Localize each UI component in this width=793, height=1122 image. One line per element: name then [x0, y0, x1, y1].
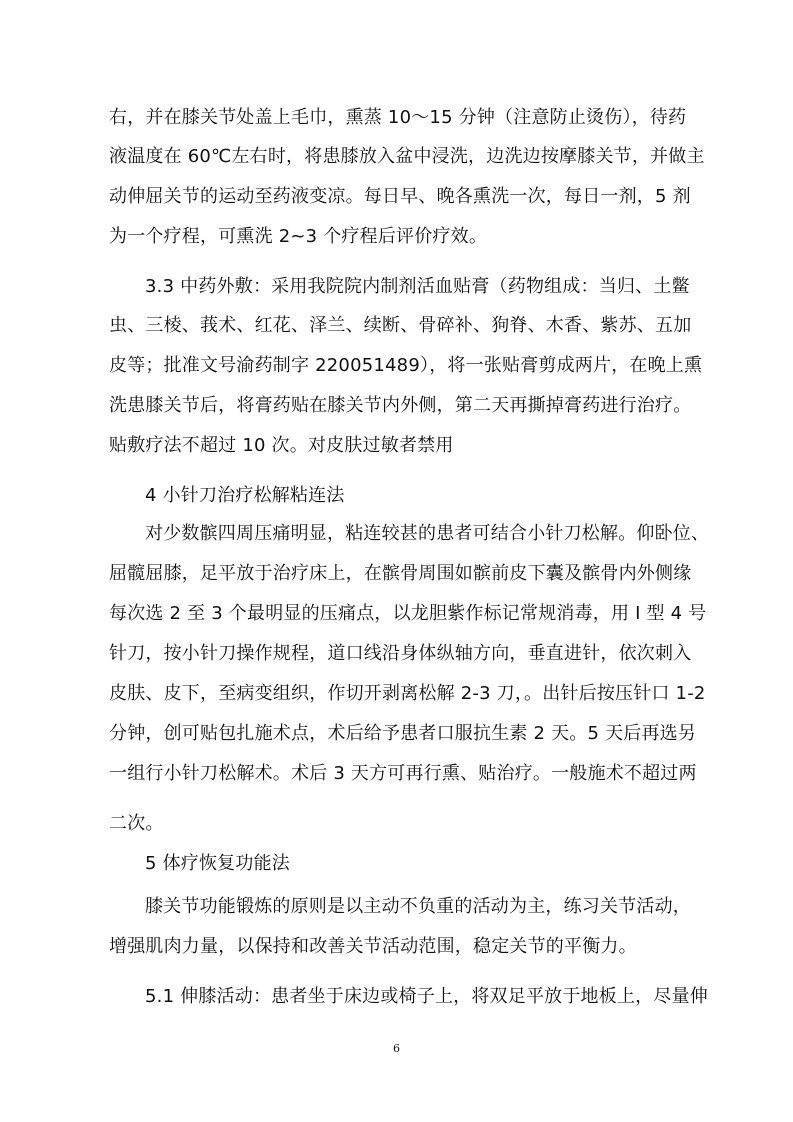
text-line: 右，并在膝关节处盖上毛巾，熏蒸 10～15 分钟（注意防止烫伤），待药 — [109, 107, 687, 128]
text-line: 分钟，创可贴包扎施术点，术后给予患者口服抗生素 2 天。5 天后再选另 — [109, 723, 697, 744]
text-line: 针刀，按小针刀操作规程，道口线沿身体纵轴方向，垂直进针，依次刺入 — [109, 643, 692, 664]
text-line: 液温度在 60℃左右时，将患膝放入盆中浸洗，边洗边按摩膝关节，并做主 — [109, 146, 705, 167]
text-line: 皮肤、皮下，至病变组织，作切开剥离松解 2-3 刀，。出针后按压针口 1-2 — [109, 683, 706, 704]
text-line: 增强肌肉力量，以保持和改善关节活动范围，稳定关节的平衡力。 — [109, 936, 637, 957]
text-line: 皮等；批准文号渝药制字 220051489），将一张贴膏剪成两片，在晚上熏 — [109, 355, 703, 376]
section-heading-5-1: 5.1 伸膝活动：患者坐于床边或椅子上，将双足平放于地板上，尽量伸 — [145, 986, 708, 1007]
text-line: 动伸屈关节的运动至药液变凉。每日早、晚各熏洗一次，每日一剂，5 剂 — [109, 186, 691, 207]
text-line: 屈髋屈膝，足平放于治疗床上，在髌骨周围如髌前皮下囊及髌骨内外侧缘 — [109, 563, 692, 584]
section-heading-5: 5 体疗恢复功能法 — [145, 853, 290, 874]
text-line: 膝关节功能锻炼的原则是以主动不负重的活动为主，练习关节活动， — [145, 896, 691, 917]
text-line: 一组行小针刀松解术。术后 3 天方可再行熏、贴治疗。一般施术不超过两 — [109, 763, 697, 784]
text-line: 洗患膝关节后，将膏药贴在膝关节内外侧，第二天再撕掉膏药进行治疗。 — [109, 395, 692, 416]
section-heading-3-3: 3.3 中药外敷：采用我院院内制剂活血贴膏（药物组成：当归、土鳖 — [145, 276, 690, 297]
text-line: 二次。 — [109, 813, 164, 834]
section-heading-4: 4 小针刀治疗松解粘连法 — [145, 485, 345, 506]
text-line: 每次选 2 至 3 个最明显的压痛点，以龙胆紫作标记常规消毒，用 I 型 4 号 — [109, 603, 707, 624]
text-line: 贴敷疗法不超过 10 次。对皮肤过敏者禁用 — [109, 435, 454, 456]
page-number: 6 — [393, 1042, 400, 1055]
text-line: 对少数髌四周压痛明显，粘连较甚的患者可结合小针刀松解。仰卧位、 — [145, 523, 710, 544]
text-line: 为一个疗程，可熏洗 2~3 个疗程后评价疗效。 — [109, 226, 488, 247]
text-line: 虫、三棱、莪术、红花、泽兰、续断、骨碎补、狗脊、木香、紫苏、五加 — [109, 315, 692, 336]
